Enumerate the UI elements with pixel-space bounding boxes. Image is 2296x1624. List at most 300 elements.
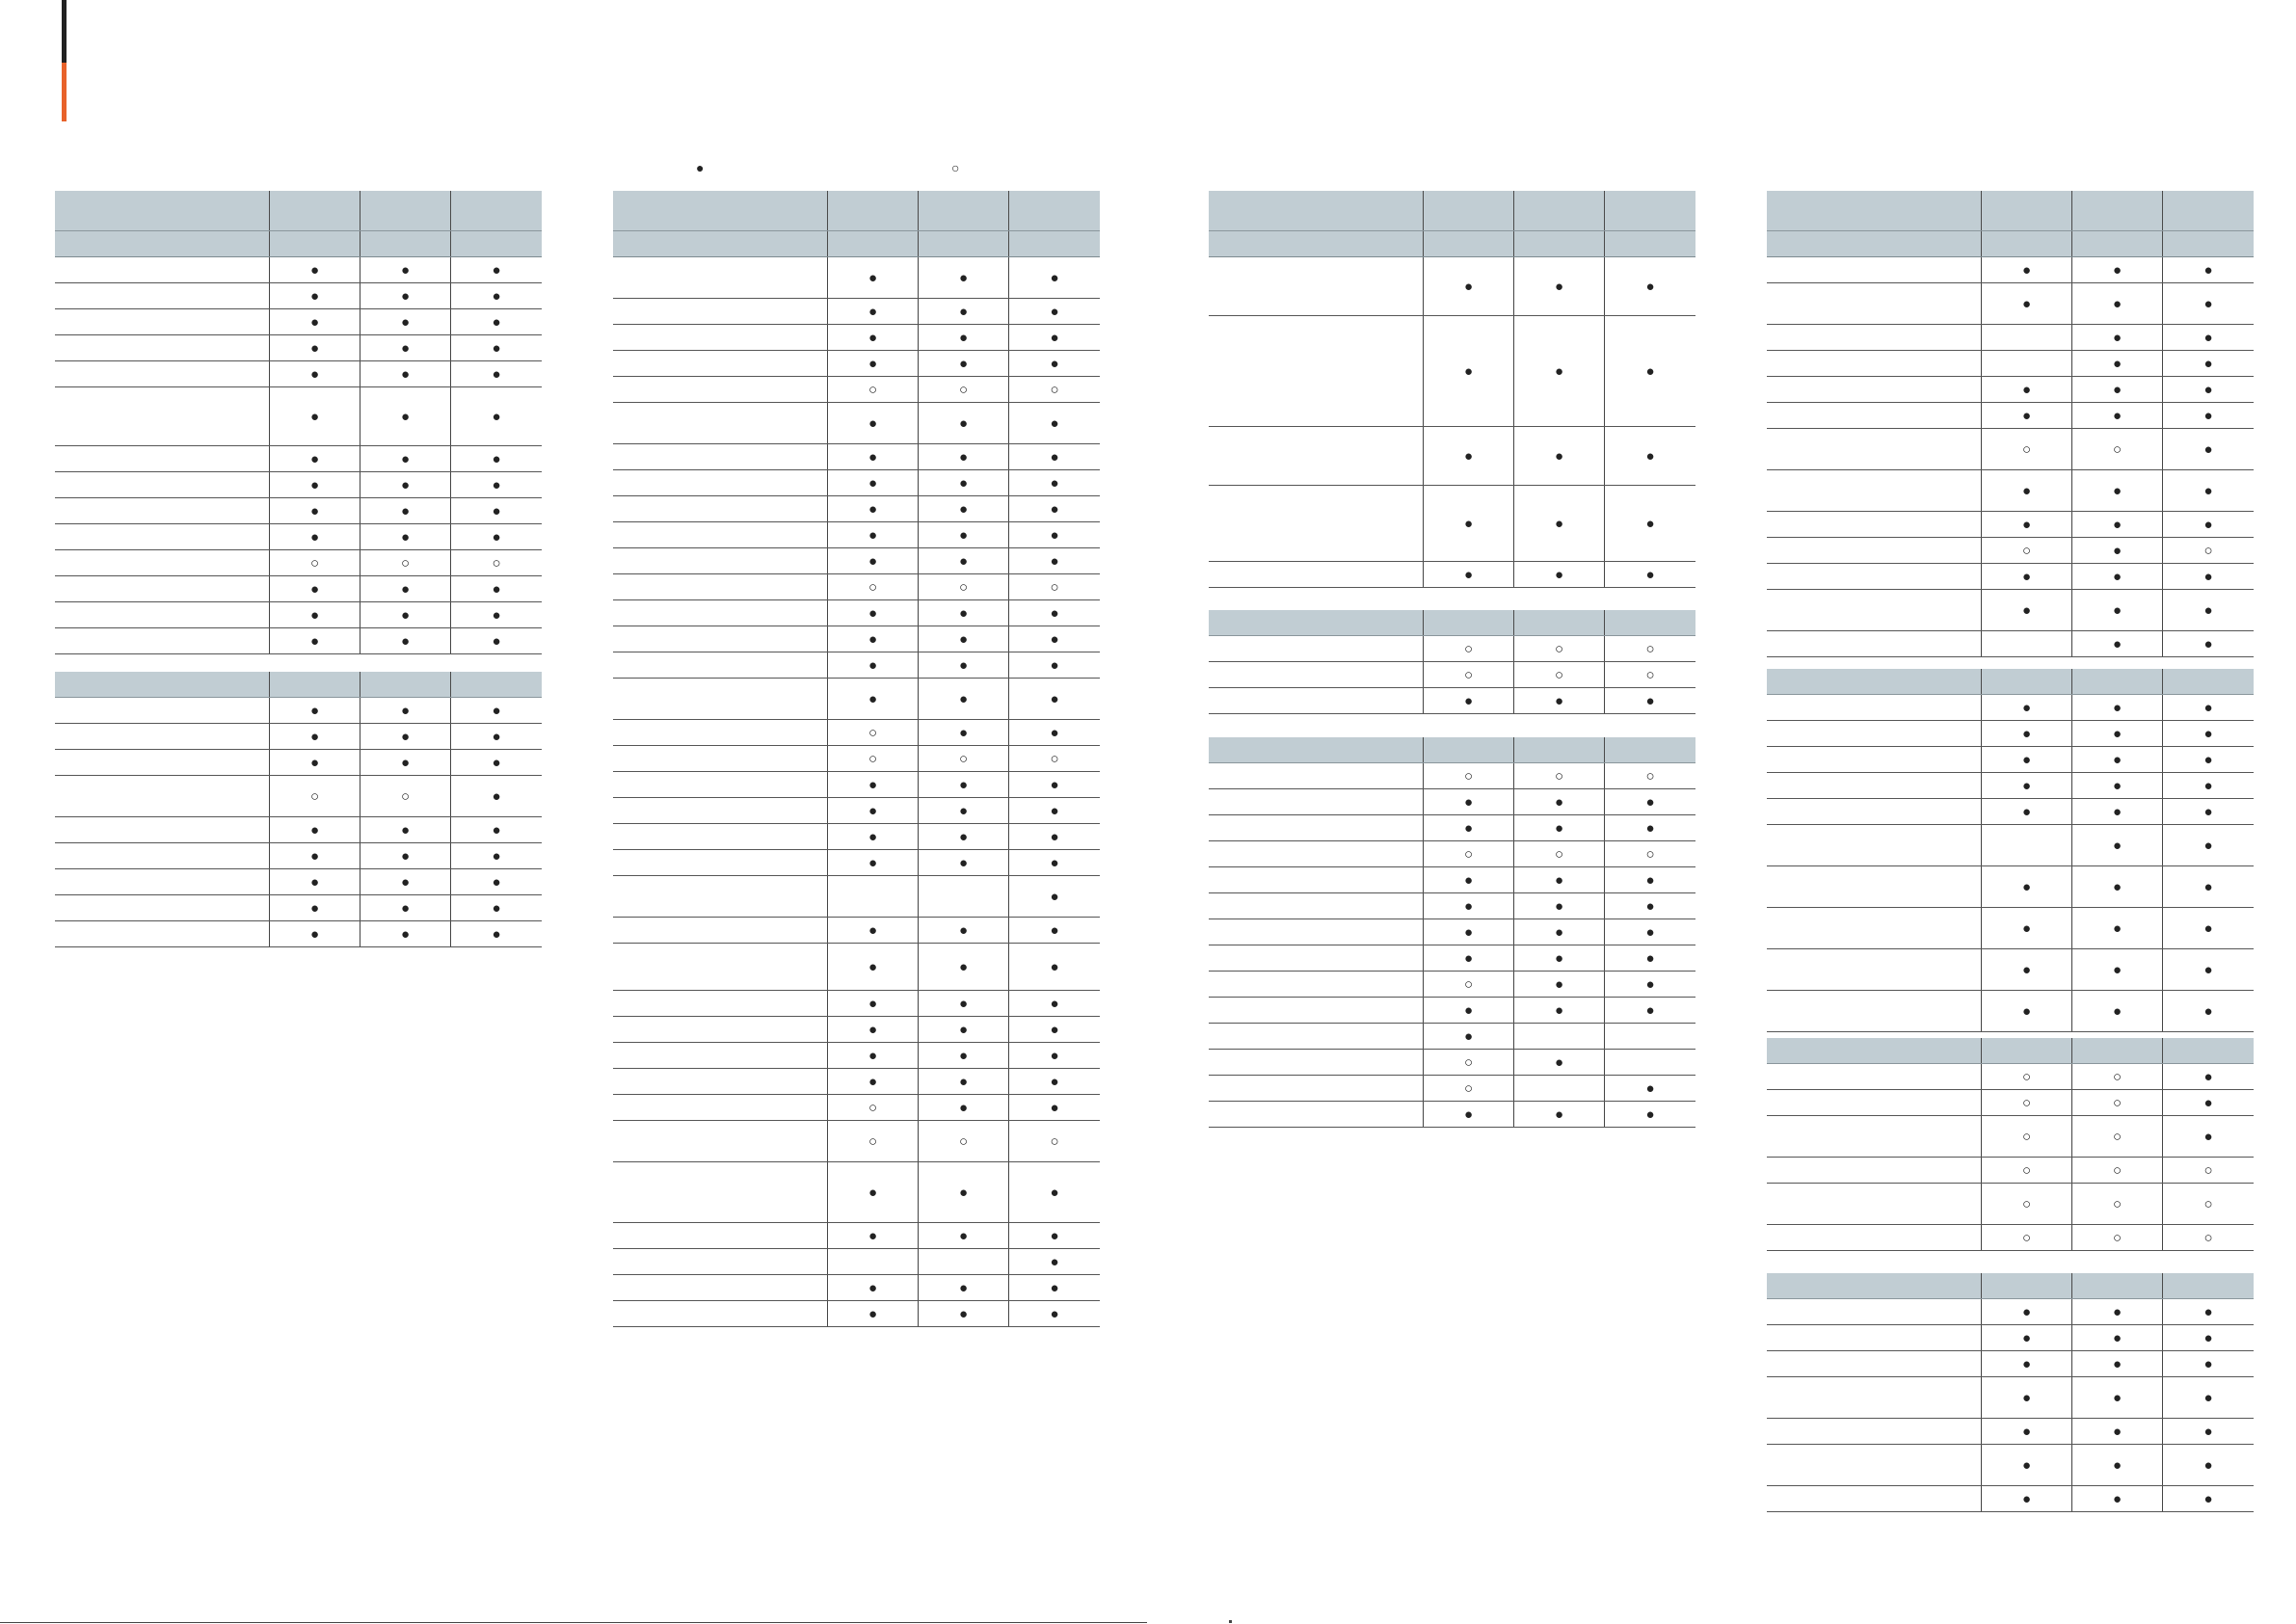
row-label (1767, 257, 1982, 282)
open-dot-cell: ○ (1982, 1225, 2072, 1250)
table-row (1209, 998, 1695, 1024)
open-dot-cell: ○ (1514, 841, 1605, 866)
footer-rule (0, 1622, 1147, 1623)
filled-dot-cell: ● (270, 869, 360, 894)
legend-open-symbol: ○ (951, 160, 960, 175)
filled-dot-cell: ● (1645, 447, 1655, 465)
filled-dot-cell: ● (1050, 303, 1059, 320)
table-row (1209, 688, 1695, 714)
row-label (55, 498, 270, 523)
table-row (613, 824, 1100, 850)
table-row (1767, 1090, 2254, 1116)
filled-dot-cell: ● (919, 1043, 1009, 1068)
filled-dot-cell: ● (1982, 1377, 2072, 1418)
row-label (613, 1043, 828, 1068)
legend-filled-symbol: ● (696, 160, 705, 175)
filled-dot-cell: ● (270, 335, 360, 360)
filled-dot-cell: ● (360, 895, 451, 920)
filled-dot-cell: ● (919, 351, 1009, 376)
row-label (613, 746, 828, 771)
filled-dot-cell: ● (1982, 949, 2072, 990)
empty-cell (1982, 351, 2072, 376)
filled-dot-cell: ● (919, 850, 1009, 875)
filled-dot-cell: ● (2072, 773, 2163, 798)
open-dot-cell: ○ (1645, 640, 1655, 657)
filled-dot-cell: ● (1050, 269, 1059, 286)
table-row (1209, 789, 1695, 815)
row-label (1767, 1158, 1982, 1183)
filled-dot-cell: ● (2072, 866, 2163, 907)
open-dot-cell: ○ (1424, 662, 1514, 687)
filled-dot-cell: ● (919, 772, 1009, 797)
filled-dot-cell: ● (1982, 747, 2072, 772)
filled-dot-cell: ● (1982, 799, 2072, 824)
filled-dot-cell: ● (1514, 789, 1605, 814)
table-row (1767, 1377, 2254, 1419)
table-row (55, 498, 542, 524)
filled-dot-cell: ● (1424, 1024, 1514, 1049)
filled-dot-cell: ● (1514, 562, 1605, 587)
filled-dot-cell: ● (1050, 630, 1059, 648)
filled-dot-cell: ● (828, 1162, 919, 1222)
open-dot-cell: ○ (1982, 1064, 2072, 1089)
table-row (613, 798, 1100, 824)
row-label (1767, 351, 1982, 376)
filled-dot-cell: ● (1050, 448, 1059, 466)
filled-dot-cell: ● (1050, 552, 1059, 570)
table-row (1767, 799, 2254, 825)
filled-dot-cell: ● (1645, 871, 1655, 889)
table-row (55, 576, 542, 602)
row-label (55, 895, 270, 920)
row-label (1767, 773, 1982, 798)
filled-dot-cell: ● (1050, 1099, 1059, 1116)
open-dot-cell: ○ (1424, 1050, 1514, 1075)
filled-dot-cell: ● (1982, 866, 2072, 907)
open-dot-cell: ○ (1645, 767, 1655, 785)
open-dot-cell: ○ (360, 776, 451, 816)
table-row (613, 444, 1100, 470)
filled-dot-cell: ● (360, 335, 451, 360)
row-label (55, 724, 270, 749)
filled-dot-cell: ● (2072, 1445, 2163, 1485)
open-dot-cell: ○ (2072, 1116, 2163, 1157)
table-row (55, 817, 542, 843)
table-header (1209, 737, 1695, 763)
table-row (613, 299, 1100, 325)
table-row (1767, 949, 2254, 991)
row-label (1209, 562, 1424, 587)
filled-dot-cell: ● (270, 498, 360, 523)
filled-dot-cell: ● (828, 444, 919, 469)
table-row (55, 843, 542, 869)
filled-dot-cell: ● (1645, 1105, 1655, 1123)
filled-dot-cell: ● (2203, 601, 2213, 619)
filled-dot-cell: ● (1050, 526, 1059, 544)
filled-dot-cell: ● (1424, 688, 1514, 713)
filled-dot-cell: ● (1424, 257, 1514, 315)
filled-dot-cell: ● (2203, 516, 2213, 533)
table-header (1767, 1038, 2254, 1064)
filled-dot-cell: ● (1424, 789, 1514, 814)
footer-mark (1229, 1620, 1232, 1623)
filled-dot-cell: ● (828, 1043, 919, 1068)
table-row (1209, 427, 1695, 486)
table-row (1209, 815, 1695, 841)
filled-dot-cell: ● (828, 548, 919, 573)
filled-dot-cell: ● (492, 787, 501, 805)
table-row (1767, 1158, 2254, 1184)
filled-dot-cell: ● (1514, 316, 1605, 426)
filled-dot-cell: ● (1050, 355, 1059, 372)
row-label (55, 869, 270, 894)
table-row (613, 1223, 1100, 1249)
filled-dot-cell: ● (2072, 564, 2163, 589)
table-row (613, 496, 1100, 522)
filled-dot-cell: ● (919, 522, 1009, 547)
table-row (1767, 283, 2254, 325)
filled-dot-cell: ● (2203, 407, 2213, 424)
filled-dot-cell: ● (919, 798, 1009, 823)
filled-dot-cell: ● (492, 408, 501, 425)
table-row (1209, 919, 1695, 945)
row-label (613, 496, 828, 521)
table-row (613, 1043, 1100, 1069)
row-label (1767, 631, 1982, 656)
filled-dot-cell: ● (1050, 995, 1059, 1012)
row-label (55, 698, 270, 723)
open-dot-cell: ○ (360, 550, 451, 575)
table-row (613, 522, 1100, 548)
filled-dot-cell: ● (2072, 1486, 2163, 1511)
open-dot-cell: ○ (1050, 1132, 1059, 1150)
table-row (55, 628, 542, 654)
open-dot-cell: ○ (1514, 636, 1605, 661)
row-label (1767, 908, 1982, 948)
open-dot-cell: ○ (1645, 845, 1655, 863)
filled-dot-cell: ● (919, 1301, 1009, 1326)
filled-dot-cell: ● (919, 1162, 1009, 1222)
row-label (1767, 866, 1982, 907)
filled-dot-cell: ● (1514, 688, 1605, 713)
row-label (1767, 747, 1982, 772)
filled-dot-cell: ● (360, 576, 451, 601)
row-label (1209, 1050, 1424, 1075)
table-row (613, 850, 1100, 876)
row-label (55, 576, 270, 601)
filled-dot-cell: ● (1645, 362, 1655, 380)
filled-dot-cell: ● (1050, 690, 1059, 707)
table-row (1767, 590, 2254, 631)
table-row (1767, 773, 2254, 799)
section-accent-bar (62, 0, 67, 121)
filled-dot-cell: ● (919, 444, 1009, 469)
open-dot-cell: ○ (828, 746, 919, 771)
table-row (55, 283, 542, 309)
table-row (1767, 351, 2254, 377)
table-row (613, 1069, 1100, 1095)
table-row (1767, 538, 2254, 564)
row-label (1767, 991, 1982, 1031)
table-row (1767, 1225, 2254, 1251)
filled-dot-cell: ● (492, 925, 501, 943)
table-row (613, 991, 1100, 1017)
filled-dot-cell: ● (2203, 1423, 2213, 1440)
filled-dot-cell: ● (2072, 351, 2163, 376)
filled-dot-cell: ● (270, 724, 360, 749)
row-label (55, 550, 270, 575)
row-label (613, 600, 828, 626)
table-row (613, 1121, 1100, 1162)
open-dot-cell: ○ (1514, 662, 1605, 687)
table-row (613, 918, 1100, 944)
row-label (1209, 316, 1424, 426)
open-dot-cell: ○ (828, 1095, 919, 1120)
filled-dot-cell: ● (1982, 283, 2072, 324)
filled-dot-cell: ● (828, 470, 919, 495)
filled-dot-cell: ● (1982, 1445, 2072, 1485)
filled-dot-cell: ● (492, 873, 501, 891)
open-dot-cell: ○ (1982, 1158, 2072, 1183)
open-dot-cell: ○ (1982, 538, 2072, 563)
filled-dot-cell: ● (2203, 1002, 2213, 1020)
table-row (55, 895, 542, 921)
filled-dot-cell: ● (1645, 566, 1655, 583)
row-label (613, 377, 828, 402)
row-label (613, 772, 828, 797)
filled-dot-cell: ● (360, 921, 451, 946)
filled-dot-cell: ● (270, 628, 360, 653)
filled-dot-cell: ● (1050, 604, 1059, 622)
filled-dot-cell: ● (2203, 699, 2213, 716)
filled-dot-cell: ● (2203, 329, 2213, 346)
filled-dot-cell: ● (270, 750, 360, 775)
table-row (613, 1249, 1100, 1275)
row-label (613, 1275, 828, 1300)
filled-dot-cell: ● (360, 750, 451, 775)
table-row (613, 944, 1100, 991)
filled-dot-cell: ● (828, 944, 919, 990)
filled-dot-cell: ● (2203, 440, 2213, 458)
filled-dot-cell: ● (1514, 1050, 1605, 1075)
row-label (55, 843, 270, 868)
table-row (613, 351, 1100, 377)
table-header (55, 191, 542, 231)
row-label (55, 628, 270, 653)
filled-dot-cell: ● (2072, 283, 2163, 324)
filled-dot-cell: ● (2203, 803, 2213, 820)
filled-dot-cell: ● (828, 1275, 919, 1300)
row-label (55, 524, 270, 549)
filled-dot-cell: ● (270, 309, 360, 334)
filled-dot-cell: ● (1514, 867, 1605, 892)
filled-dot-cell: ● (2072, 1351, 2163, 1376)
filled-dot-cell: ● (1050, 724, 1059, 741)
filled-dot-cell: ● (360, 524, 451, 549)
filled-dot-cell: ● (1514, 1102, 1605, 1127)
filled-dot-cell: ● (492, 728, 501, 745)
filled-dot-cell: ● (1645, 1001, 1655, 1019)
filled-dot-cell: ● (2203, 1128, 2213, 1145)
filled-dot-cell: ● (919, 1275, 1009, 1300)
empty-cell (828, 1249, 919, 1274)
filled-dot-cell: ● (1982, 1325, 2072, 1350)
open-dot-cell: ○ (2072, 429, 2163, 469)
filled-dot-cell: ● (2203, 961, 2213, 978)
filled-dot-cell: ● (828, 522, 919, 547)
filled-dot-cell: ● (2072, 1419, 2163, 1444)
table-row (55, 472, 542, 498)
filled-dot-cell: ● (360, 257, 451, 282)
empty-cell (1982, 631, 2072, 656)
filled-dot-cell: ● (1645, 975, 1655, 993)
filled-dot-cell: ● (360, 498, 451, 523)
open-dot-cell: ○ (828, 377, 919, 402)
open-dot-cell: ○ (492, 554, 501, 572)
filled-dot-cell: ● (2072, 908, 2163, 948)
row-label (613, 325, 828, 350)
filled-dot-cell: ● (919, 720, 1009, 745)
filled-dot-cell: ● (919, 257, 1009, 298)
spec-table (1767, 1038, 2254, 1251)
filled-dot-cell: ● (2203, 751, 2213, 768)
filled-dot-cell: ● (2072, 1377, 2163, 1418)
filled-dot-cell: ● (919, 548, 1009, 573)
table-row (1767, 1486, 2254, 1512)
open-dot-cell: ○ (2203, 1229, 2213, 1246)
filled-dot-cell: ● (2072, 695, 2163, 720)
filled-dot-cell: ● (828, 1069, 919, 1094)
row-label (613, 798, 828, 823)
open-dot-cell: ○ (1424, 1076, 1514, 1101)
open-dot-cell: ○ (919, 1121, 1009, 1161)
row-label (613, 652, 828, 678)
open-dot-cell: ○ (1424, 972, 1514, 997)
table-row (1209, 636, 1695, 662)
table-row (1767, 1184, 2254, 1225)
row-label (55, 446, 270, 471)
filled-dot-cell: ● (1050, 329, 1059, 346)
filled-dot-cell: ● (1424, 316, 1514, 426)
filled-dot-cell: ● (2203, 1068, 2213, 1085)
filled-dot-cell: ● (919, 944, 1009, 990)
row-label (613, 626, 828, 652)
filled-dot-cell: ● (360, 869, 451, 894)
filled-dot-cell: ● (919, 918, 1009, 943)
row-label (1209, 427, 1424, 485)
table-row (613, 325, 1100, 351)
row-label (613, 1095, 828, 1120)
filled-dot-cell: ● (270, 387, 360, 445)
filled-dot-cell: ● (1050, 958, 1059, 975)
row-label (1767, 695, 1982, 720)
filled-dot-cell: ● (2072, 949, 2163, 990)
filled-dot-cell: ● (492, 632, 501, 650)
filled-dot-cell: ● (2072, 377, 2163, 402)
row-label (613, 574, 828, 599)
table-row (1767, 1419, 2254, 1445)
filled-dot-cell: ● (1424, 1102, 1514, 1127)
filled-dot-cell: ● (1982, 1299, 2072, 1324)
row-label (1767, 1116, 1982, 1157)
filled-dot-cell: ● (2072, 403, 2163, 428)
table-row (1767, 866, 2254, 908)
table-row (1767, 257, 2254, 283)
filled-dot-cell: ● (828, 679, 919, 719)
filled-dot-cell: ● (2072, 512, 2163, 537)
filled-dot-cell: ● (1050, 414, 1059, 432)
row-label (1767, 1225, 1982, 1250)
filled-dot-cell: ● (1645, 819, 1655, 837)
open-dot-cell: ○ (2072, 1225, 2163, 1250)
filled-dot-cell: ● (919, 403, 1009, 443)
open-dot-cell: ○ (1050, 381, 1059, 398)
filled-dot-cell: ● (1424, 998, 1514, 1023)
filled-dot-cell: ● (1424, 562, 1514, 587)
filled-dot-cell: ● (828, 798, 919, 823)
table-row (1767, 429, 2254, 470)
table-row (1209, 972, 1695, 998)
filled-dot-cell: ● (492, 528, 501, 546)
table-row (613, 600, 1100, 626)
open-dot-cell: ○ (919, 377, 1009, 402)
filled-dot-cell: ● (919, 1223, 1009, 1248)
filled-dot-cell: ● (2072, 1325, 2163, 1350)
row-label (613, 1017, 828, 1042)
row-label (1767, 283, 1982, 324)
row-label (1767, 1351, 1982, 1376)
row-label (1209, 815, 1424, 840)
filled-dot-cell: ● (360, 309, 451, 334)
filled-dot-cell: ● (828, 918, 919, 943)
filled-dot-cell: ● (1982, 257, 2072, 282)
filled-dot-cell: ● (1050, 1227, 1059, 1244)
filled-dot-cell: ● (492, 313, 501, 331)
table-row (1209, 1076, 1695, 1102)
filled-dot-cell: ● (828, 257, 919, 298)
filled-dot-cell: ● (1645, 897, 1655, 915)
row-label (1767, 1377, 1982, 1418)
spec-table (55, 191, 542, 654)
table-row (1209, 257, 1695, 316)
filled-dot-cell: ● (919, 679, 1009, 719)
filled-dot-cell: ● (2203, 1490, 2213, 1507)
row-label (1767, 377, 1982, 402)
row-label (1767, 429, 1982, 469)
filled-dot-cell: ● (1982, 377, 2072, 402)
table-row (55, 257, 542, 283)
row-label (1767, 590, 1982, 630)
filled-dot-cell: ● (2072, 470, 2163, 511)
table-row (1767, 1299, 2254, 1325)
table-row (1209, 763, 1695, 789)
filled-dot-cell: ● (1645, 515, 1655, 532)
table-row (55, 387, 542, 446)
open-dot-cell: ○ (919, 574, 1009, 599)
spec-table (613, 191, 1100, 1327)
table-row (55, 698, 542, 724)
filled-dot-cell: ● (2203, 725, 2213, 742)
row-label (1767, 325, 1982, 350)
table-row (1209, 841, 1695, 867)
filled-dot-cell: ● (2072, 747, 2163, 772)
row-label (1209, 1076, 1424, 1101)
filled-dot-cell: ● (1050, 1047, 1059, 1064)
row-label (55, 387, 270, 445)
filled-dot-cell: ● (360, 387, 451, 445)
filled-dot-cell: ● (828, 824, 919, 849)
filled-dot-cell: ● (1645, 923, 1655, 941)
